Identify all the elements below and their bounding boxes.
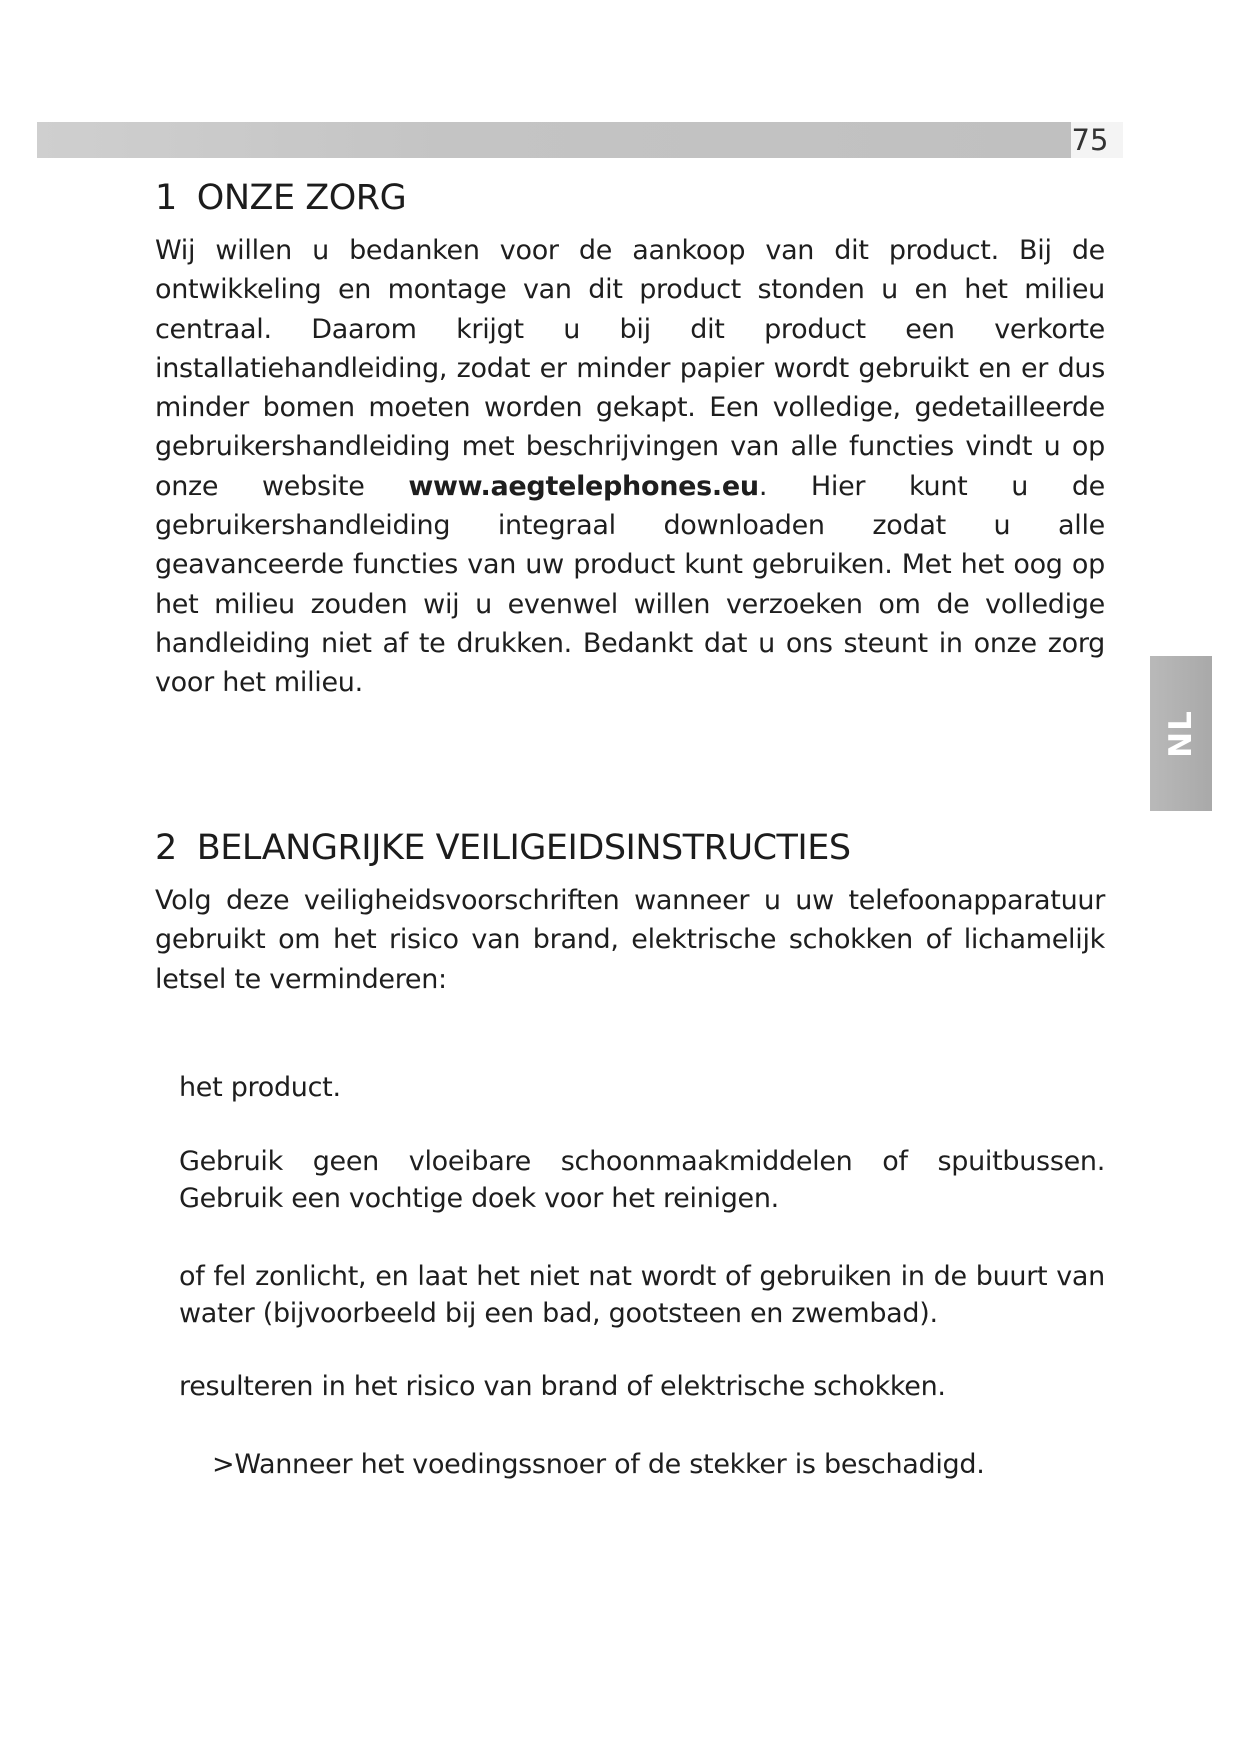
page-number: 75 (1071, 123, 1109, 157)
website-link[interactable]: www.aegtelephones.eu (408, 470, 759, 502)
section-2-intro: Volg deze veiligheidsvoorschriften wanneer u uw telefoonapparatuur gebruikt om het risico van brand, elektrische schokken of lichamelijk letsel te verminderen: (155, 885, 1105, 995)
language-tab (1150, 656, 1212, 811)
safety-sub-item: >Wanneer het voedingssnoer of de stekker is beschadigd. (212, 1449, 985, 1480)
paragraph-text-after-link: . Hier kunt u de gebruikershandleiding integraal downloaden zodat u alle geavanceerde functies van uw product kunt gebruiken. Met het oog op het milieu zouden wij u evenwel willen verzoeken om de volledige handleiding niet af te drukken. Bedankt dat u ons steunt in onze zorg voor het milieu. (155, 470, 1105, 699)
section-2-heading (155, 826, 851, 870)
section-1-title: ONZE ZORG (196, 178, 407, 218)
safety-item: of fel zonlicht, en laat het niet nat wordt of gebruiken in de buurt van water (bijvoorbeeld bij een bad, gootsteen en zwembad). (179, 1261, 1105, 1329)
safety-item: resulteren in het risico van brand of elektrische schokken. (179, 1371, 946, 1402)
section-1-number: 1 (155, 178, 177, 218)
section-2-number: 2 (155, 828, 177, 868)
section-1-heading (155, 176, 406, 220)
safety-item: Gebruik geen vloeibare schoonmaakmiddelen of spuitbussen. Gebruik een vochtige doek voor het reinigen. (179, 1146, 1105, 1214)
section-2-title: BELANGRIJKE VEILIGEIDSINSTRUCTIES (196, 828, 851, 868)
safety-item: het product. (179, 1072, 341, 1103)
header-bar (37, 122, 1067, 158)
paragraph-text-before-link: Wij willen u bedanken voor de aankoop van dit product. Bij de ontwikkeling en montage van dit product stonden u en het milieu centraal. Daarom krijgt u bij dit product een verkorte installatiehandleiding, zodat er minder papier wordt gebruikt en er dus minder bomen moeten worden gekapt. Een volledige, gedetailleerde gebruikershandleiding met beschrijvingen van alle functies vindt u op onze website (155, 235, 1105, 502)
language-tab-label: NL (1163, 709, 1199, 758)
section-1-paragraph (155, 231, 1105, 703)
